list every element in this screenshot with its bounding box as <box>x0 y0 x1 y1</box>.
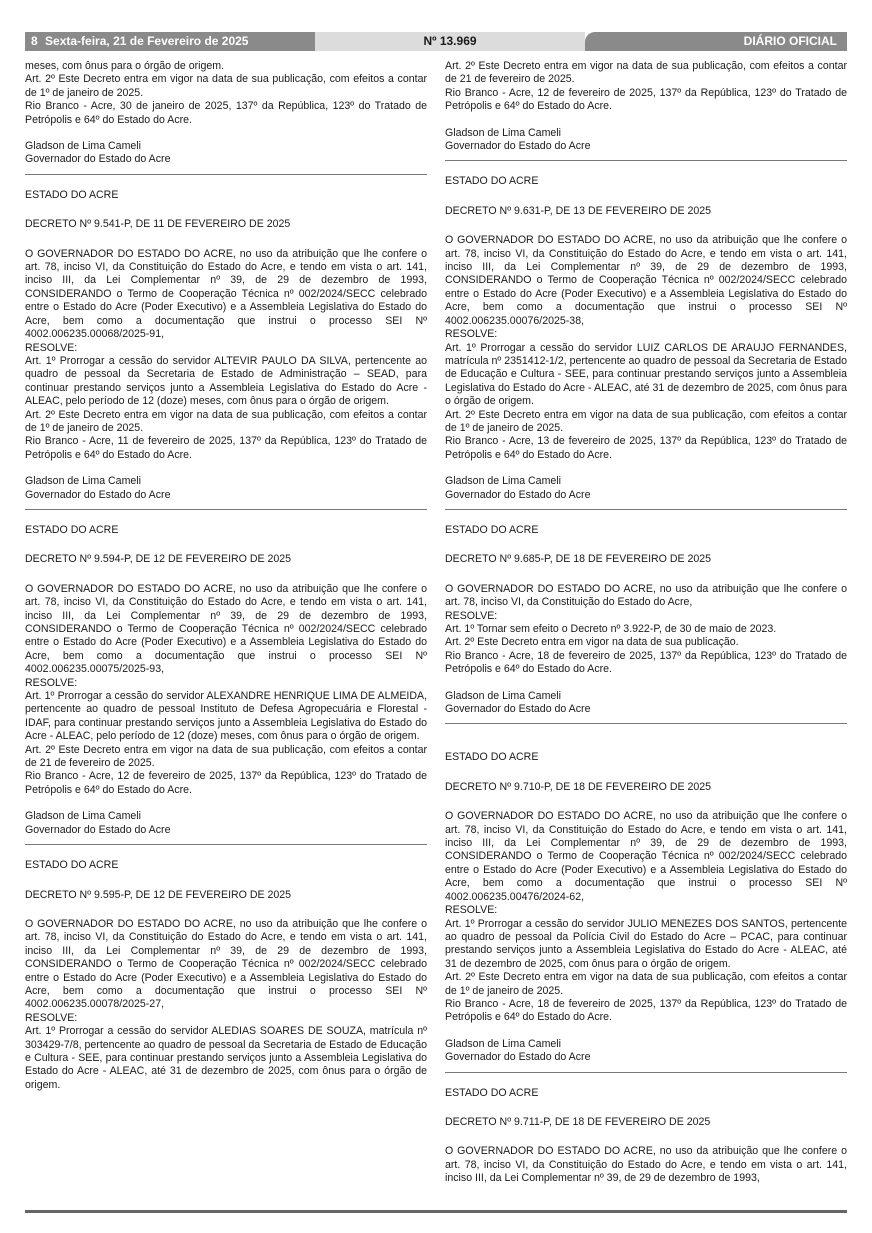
state-heading: ESTADO DO ACRE <box>25 859 119 872</box>
decree-title: DECRETO Nº 9.541-P, DE 11 DE FEVEREIRO DE 2025 <box>25 218 291 231</box>
section-divider <box>445 160 847 161</box>
signature-title: Governador do Estado do Acre <box>445 1051 591 1064</box>
page-number: 8 <box>31 34 38 48</box>
signature-title: Governador do Estado do Acre <box>25 488 171 501</box>
section-divider <box>25 509 427 510</box>
paragraph: O GOVERNADOR DO ESTADO DO ACRE, no uso da atribuição que lhe confere o art. 78, inciso VI, da Constituição do Estado do Acre, e tendo em vista o art. 141, inciso III, da Lei Complementar nº 39, de 29 de dezembro de 1993, CONSIDERANDO o Termo de Cooperação Técnica nº 002/2024/SECC celebrado entre o Estado do Acre (Poder Executivo) e a Assembleia Legislativa do Estado do Acre, bem como a documentação que instrui o processo SEI Nº 4002.006235.00075/2025-93, <box>25 582 427 676</box>
header-issue-block <box>315 32 585 51</box>
paragraph: O GOVERNADOR DO ESTADO DO ACRE, no uso da atribuição que lhe confere o art. 78, inciso VI, da Constituição do Estado do Acre, e tendo em vista o art. 141, inciso III, da Lei Complementar nº 39, de 29 de dezembro de 1993, CONSIDERANDO o Termo de Cooperação Técnica nº 002/2024/SECC celebrado entre o Estado do Acre (Poder Executivo) e a Assembleia Legislativa do Estado do Acre, bem como a documentação que instrui o processo SEI Nº 4002.006235.00476/2024-62, <box>445 810 847 903</box>
paragraph: Art. 1º Prorrogar a cessão do servidor ALEDIAS SOARES DE SOUZA, matrícula nº 303429-7/8, pertencente ao quadro de pessoal da Secretaria de Estado de Educação e Cultura - SEE, para continuar prestando serviços junto a Assembleia Legislativa do Estado do Acre - ALEAC, até 31 de dezembro de 2025, com ônus para o órgão de origem. <box>25 1025 427 1091</box>
paragraph: meses, com ônus para o órgão de origem. <box>25 60 225 72</box>
decree-9541 <box>25 189 427 502</box>
paragraph: O GOVERNADOR DO ESTADO DO ACRE, no uso da atribuição que lhe confere o art. 78, inciso VI, da Constituição do Estado do Acre, <box>445 582 847 609</box>
decree-9631 <box>445 175 847 502</box>
left-column <box>25 60 427 1092</box>
paragraph: Art. 2º Este Decreto entra em vigor na data de sua publicação, com efeitos a contar de 1º de janeiro de 2025. <box>25 408 427 434</box>
decree-title: DECRETO Nº 9.711-P, DE 18 DE FEVEREIRO DE 2025 <box>445 1115 711 1128</box>
paragraph: Art. 2º Este Decreto entra em vigor na data de sua publicação. <box>445 636 739 649</box>
paragraph: RESOLVE: <box>445 609 498 622</box>
paragraph: Rio Branco - Acre, 18 de fevereiro de 2025, 137º da República, 123º do Tratado de Petrópolis e 64º do Estado do Acre. <box>445 649 847 676</box>
state-heading: ESTADO DO ACRE <box>445 1086 539 1099</box>
paragraph: Art. 2º Este Decreto entra em vigor na data de sua publicação, com efeitos a contar de 1º de janeiro de 2025. <box>25 73 427 99</box>
paragraph: O GOVERNADOR DO ESTADO DO ACRE, no uso da atribuição que lhe confere o art. 78, inciso VI, da Constituição do Estado do Acre, e tendo em vista o art. 141, inciso III, da Lei Complementar nº 39, de 29 de dezembro de 1993, CONSIDERANDO o Termo de Cooperação Técnica nº 002/2024/SECC celebrado entre o Estado do Acre (Poder Executivo) e a Assembleia Legislativa do Estado do Acre, bem como a documentação que instrui o processo SEI Nº 4002.006235.00078/2025-27, <box>25 917 427 1011</box>
page-header <box>25 32 847 51</box>
paragraph: Art. 1º Prorrogar a cessão do servidor LUIZ CARLOS DE ARAUJO FERNANDES, matrícula nº 2351412-1/2, pertencente ao quadro de pessoal da Secretaria de Estado de Educação e Cultura - SEE, para continuar prestando serviços junto a Assembleia Legislativa do Estado do Acre - ALEAC, até 31 de dezembro de 2025, com ônus para o órgão de origem. <box>445 341 847 408</box>
signature-title: Governador do Estado do Acre <box>25 153 171 166</box>
paragraph: Art. 2º Este Decreto entra em vigor na data de sua publicação, com efeitos a contar de 1º de janeiro de 2025. <box>445 971 847 997</box>
signature-title: Governador do Estado do Acre <box>25 823 171 836</box>
section-divider <box>25 844 427 845</box>
section-divider <box>445 723 847 724</box>
decree-9595 <box>25 859 427 1092</box>
paragraph: RESOLVE: <box>445 328 498 341</box>
paragraph: O GOVERNADOR DO ESTADO DO ACRE, no uso da atribuição que lhe confere o art. 78, inciso VI, da Constituição do Estado do Acre, e tendo em vista o art. 141, inciso III, da Lei Complementar nº 39, de 29 de dezembro de 1993, CONSIDERANDO o Termo de Cooperação Técnica nº 002/2024/SECC celebrado entre o Estado do Acre (Poder Executivo) e a Assembleia Legislativa do Estado do Acre, bem como a documentação que instrui o processo SEI Nº 4002.006235.00068/2025-91, <box>25 247 427 341</box>
signature-name: Gladson de Lima Cameli <box>25 810 141 823</box>
decree-title: DECRETO Nº 9.710-P, DE 18 DE FEVEREIRO DE 2025 <box>445 780 712 793</box>
paragraph: Rio Branco - Acre, 12 de fevereiro de 2025, 137º da República, 123º do Tratado de Petrópolis e 64º do Estado do Acre. <box>445 86 847 113</box>
paragraph: Art. 1º Prorrogar a cessão do servidor ALEXANDRE HENRIQUE LIMA DE ALMEIDA, pertencente ao quadro de pessoal Instituto de Defesa Agropecuária e Florestal - IDAF, para continuar prestando serviços junto a Assembleia Legislativa do Estado do Acre - ALEAC, pelo período de 12 (doze) meses, com ônus para o órgão de origem. <box>25 690 427 743</box>
signature-name: Gladson de Lima Cameli <box>445 1037 561 1050</box>
decree-title: DECRETO Nº 9.631-P, DE 13 DE FEVEREIRO DE 2025 <box>445 204 712 217</box>
issue-number: Nº 13.969 <box>423 34 477 48</box>
paragraph: O GOVERNADOR DO ESTADO DO ACRE, no uso da atribuição que lhe confere o art. 78, inciso VI, da Constituição do Estado do Acre, e tendo em vista o art. 141, inciso III, da Lei Complementar nº 39, de 29 de dezembro de 1993, <box>445 1145 847 1185</box>
decree-title: DECRETO Nº 9.594-P, DE 12 DE FEVEREIRO DE 2025 <box>25 553 292 566</box>
header-date: Sexta-feira, 21 de Fevereiro de 2025 <box>45 34 249 48</box>
continued-decree <box>445 60 847 153</box>
decree-9711 <box>445 1087 847 1186</box>
continued-decree <box>25 60 427 167</box>
decree-9685 <box>445 524 847 716</box>
paragraph: Rio Branco - Acre, 11 de fevereiro de 2025, 137º da República, 123º do Tratado de Petrópolis e 64º do Estado do Acre. <box>25 435 427 461</box>
paragraph: RESOLVE: <box>25 341 78 354</box>
state-heading: ESTADO DO ACRE <box>445 175 539 188</box>
signature-name: Gladson de Lima Cameli <box>25 140 141 153</box>
paragraph: Rio Branco - Acre, 12 de fevereiro de 2025, 137º da República, 123º do Tratado de Petrópolis e 64º do Estado do Acre. <box>25 770 427 796</box>
paragraph: Art. 2º Este Decreto entra em vigor na data de sua publicação, com efeitos a contar de 1º de janeiro de 2025. <box>445 408 847 434</box>
paragraph: Art. 1º Prorrogar a cessão do servidor JULIO MENEZES DOS SANTOS, pertencente ao quadro de pessoal da Polícia Civil do Estado do Acre – PCAC, para continuar prestando serviços junto a Assembleia Legislativa do Estado do Acre - ALEAC, até 31 de dezembro de 2025, com ônus para o órgão de origem. <box>445 917 847 970</box>
signature-name: Gladson de Lima Cameli <box>445 689 561 702</box>
signature-name: Gladson de Lima Cameli <box>445 475 561 488</box>
footer-rule <box>25 1210 847 1213</box>
paragraph: Art. 2º Este Decreto entra em vigor na data de sua publicação, com efeitos a contar de 21 de fevereiro de 2025. <box>25 743 427 770</box>
state-heading: ESTADO DO ACRE <box>445 523 539 536</box>
signature-name: Gladson de Lima Cameli <box>25 475 141 488</box>
paragraph: Art. 1º Tornar sem efeito o Decreto nº 3.922-P, de 30 de maio de 2023. <box>445 623 777 635</box>
state-heading: ESTADO DO ACRE <box>445 751 539 764</box>
paragraph: O GOVERNADOR DO ESTADO DO ACRE, no uso da atribuição que lhe confere o art. 78, inciso VI, da Constituição do Estado do Acre, e tendo em vista o art. 141, inciso III, da Lei Complementar nº 39, de 29 de dezembro de 1993, CONSIDERANDO o Termo de Cooperação Técnica nº 002/2024/SECC celebrado entre o Estado do Acre (Poder Executivo) e a Assembleia Legislativa do Estado do Acre, bem como a documentação que instrui o processo SEI Nº 4002.006235.00076/2025-38, <box>445 234 847 327</box>
paragraph: RESOLVE: <box>25 1011 78 1024</box>
publication-name: DIÁRIO OFICIAL <box>743 34 837 48</box>
header-publication-block <box>585 32 847 51</box>
state-heading: ESTADO DO ACRE <box>25 523 119 536</box>
decree-title: DECRETO Nº 9.595-P, DE 12 DE FEVEREIRO DE 2025 <box>25 888 292 901</box>
signature-title: Governador do Estado do Acre <box>445 703 591 716</box>
paragraph: Rio Branco - Acre, 18 de fevereiro de 2025, 137º da República, 123º do Tratado de Petrópolis e 64º do Estado do Acre. <box>445 997 847 1024</box>
state-heading: ESTADO DO ACRE <box>25 188 119 201</box>
section-divider <box>445 1072 847 1073</box>
signature-title: Governador do Estado do Acre <box>445 140 591 153</box>
signature-title: Governador do Estado do Acre <box>445 488 591 501</box>
paragraph: RESOLVE: <box>25 676 78 689</box>
paragraph: Rio Branco - Acre, 30 de janeiro de 2025, 137º da República, 123º do Tratado de Petrópolis e 64º do Estado do Acre. <box>25 100 427 126</box>
decree-title: DECRETO Nº 9.685-P, DE 18 DE FEVEREIRO DE 2025 <box>445 553 712 566</box>
section-divider <box>25 174 427 175</box>
paragraph: RESOLVE: <box>445 904 498 917</box>
signature-name: Gladson de Lima Cameli <box>445 126 561 139</box>
paragraph: Art. 1º Prorrogar a cessão do servidor ALTEVIR PAULO DA SILVA, pertencente ao quadro de pessoal da Secretaria de Estado de Administração – SEAD, para continuar prestando serviços junto a Assembleia Legislativa do Estado do Acre - ALEAC, pelo período de 12 (doze) meses, com ônus para o órgão de origem. <box>25 354 427 408</box>
header-date-block <box>25 32 315 51</box>
right-column <box>445 60 847 1186</box>
paragraph: Art. 2º Este Decreto entra em vigor na data de sua publicação, com efeitos a contar de 21 de fevereiro de 2025. <box>445 60 847 86</box>
decree-9710 <box>445 751 847 1064</box>
section-divider <box>445 509 847 510</box>
paragraph: Rio Branco - Acre, 13 de fevereiro de 2025, 137º da República, 123º do Tratado de Petrópolis e 64º do Estado do Acre. <box>445 435 847 461</box>
decree-9594 <box>25 524 427 837</box>
